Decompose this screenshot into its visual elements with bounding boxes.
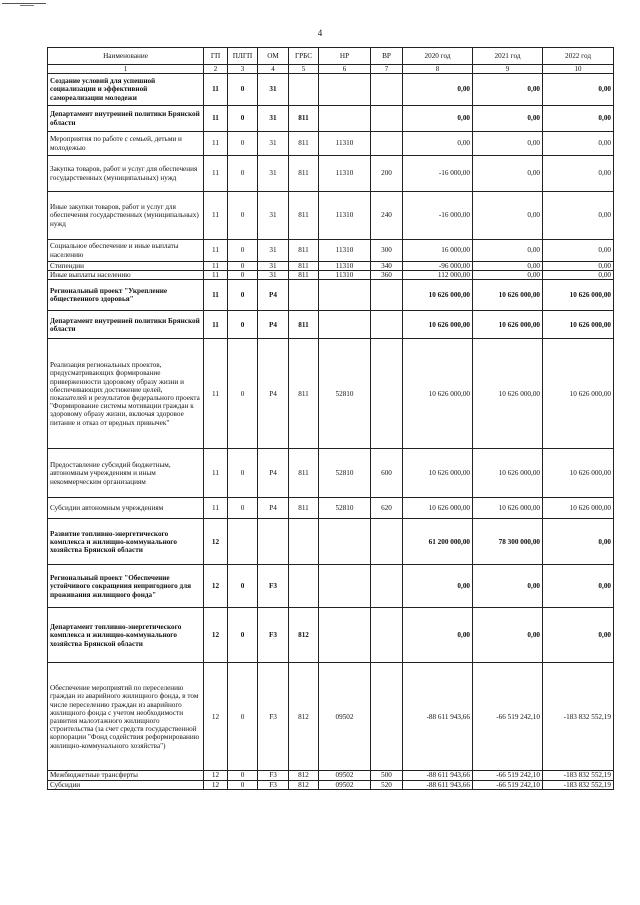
code-cell: 12 (204, 519, 228, 565)
table-row (48, 74, 614, 106)
code-cell: 11 (204, 339, 228, 449)
code-cell: Р4 (258, 280, 289, 311)
code-cell: 31 (258, 74, 289, 106)
code-cell: 0 (228, 280, 258, 311)
code-cell: 500 (371, 771, 403, 780)
code-cell (289, 74, 319, 106)
code-cell: 520 (371, 780, 403, 789)
column-number: 9 (473, 65, 543, 74)
amount-cell: -88 611 943,66 (403, 663, 473, 771)
column-header: ВР (371, 48, 403, 65)
code-cell: 11 (204, 74, 228, 106)
amount-cell: 0,00 (473, 608, 543, 663)
amount-cell: 0,00 (543, 74, 614, 106)
amount-cell: 0,00 (543, 192, 614, 240)
amount-cell: 0,00 (473, 192, 543, 240)
code-cell (228, 519, 258, 565)
amount-cell: 0,00 (473, 106, 543, 132)
code-cell: 11310 (319, 240, 371, 262)
column-header: 2020 год (403, 48, 473, 65)
amount-cell: 10 626 000,00 (473, 280, 543, 311)
code-cell (371, 519, 403, 565)
amount-cell: 0,00 (543, 519, 614, 565)
top-rule-short (20, 5, 34, 6)
code-cell (258, 519, 289, 565)
code-cell: 811 (289, 449, 319, 498)
code-cell: 52810 (319, 339, 371, 449)
table-row (48, 311, 614, 339)
row-name-cell: Иные выплаты населению (48, 271, 204, 280)
amount-cell: 0,00 (473, 156, 543, 192)
code-cell: 811 (289, 339, 319, 449)
code-cell: 0 (228, 780, 258, 789)
code-cell: 811 (289, 156, 319, 192)
code-cell: 0 (228, 771, 258, 780)
column-number: 10 (543, 65, 614, 74)
code-cell: 11310 (319, 192, 371, 240)
code-cell: 0 (228, 271, 258, 280)
amount-cell: 0,00 (543, 262, 614, 271)
amount-cell: 0,00 (543, 608, 614, 663)
code-cell: 0 (228, 565, 258, 608)
amount-cell: -88 611 943,66 (403, 780, 473, 789)
amount-cell: 0,00 (473, 262, 543, 271)
code-cell: 52810 (319, 498, 371, 519)
column-header: 2022 год (543, 48, 614, 65)
amount-cell: 0,00 (403, 106, 473, 132)
column-number: 4 (258, 65, 289, 74)
code-cell: 12 (204, 608, 228, 663)
code-cell: 11 (204, 311, 228, 339)
column-header: ГП (204, 48, 228, 65)
code-cell: 812 (289, 780, 319, 789)
code-cell: 340 (371, 262, 403, 271)
amount-cell: 0,00 (403, 132, 473, 156)
code-cell: 31 (258, 156, 289, 192)
row-name-cell: Развитие топливно-энергетического комплекса и жилищно-коммунального хозяйства Брянской области (48, 519, 204, 565)
table-row (48, 608, 614, 663)
code-cell: 11 (204, 449, 228, 498)
code-cell: 31 (258, 132, 289, 156)
column-header: 2021 год (473, 48, 543, 65)
amount-cell: -16 000,00 (403, 192, 473, 240)
amount-cell: -183 832 552,19 (543, 780, 614, 789)
row-name-cell: Субсидии (48, 780, 204, 789)
code-cell (371, 663, 403, 771)
column-header: ПЛГП (228, 48, 258, 65)
column-number: 6 (319, 65, 371, 74)
code-cell: 09502 (319, 780, 371, 789)
row-name-cell: Мероприятия по работе с семьей, детьми и молодежью (48, 132, 204, 156)
code-cell: 31 (258, 106, 289, 132)
row-name-cell: Департамент внутренней политики Брянской области (48, 311, 204, 339)
code-cell (319, 608, 371, 663)
row-name-cell: Региональный проект "Укрепление общественного здоровья" (48, 280, 204, 311)
code-cell: 31 (258, 262, 289, 271)
code-cell: 11 (204, 280, 228, 311)
code-cell (289, 565, 319, 608)
code-cell: 240 (371, 192, 403, 240)
amount-cell: -96 000,00 (403, 262, 473, 271)
code-cell (371, 608, 403, 663)
column-number: 7 (371, 65, 403, 74)
row-name-cell: Департамент внутренней политики Брянской области (48, 106, 204, 132)
code-cell: Р4 (258, 449, 289, 498)
code-cell: 300 (371, 240, 403, 262)
amount-cell: -183 832 552,19 (543, 663, 614, 771)
column-number: 1 (48, 65, 204, 74)
amount-cell: 0,00 (473, 240, 543, 262)
column-header: Наименование (48, 48, 204, 65)
column-header: ГРБС (289, 48, 319, 65)
code-cell: 11 (204, 106, 228, 132)
table-row (48, 106, 614, 132)
code-cell (371, 339, 403, 449)
code-cell: 11 (204, 262, 228, 271)
amount-cell: 0,00 (543, 271, 614, 280)
amount-cell: 0,00 (543, 565, 614, 608)
amount-cell: 0,00 (473, 565, 543, 608)
code-cell (371, 106, 403, 132)
table-row (48, 663, 614, 771)
code-cell: 0 (228, 449, 258, 498)
code-cell (319, 519, 371, 565)
amount-cell: 10 626 000,00 (403, 339, 473, 449)
column-number-row (48, 65, 614, 74)
amount-cell: 78 300 000,00 (473, 519, 543, 565)
code-cell: 11 (204, 498, 228, 519)
amount-cell: 10 626 000,00 (543, 498, 614, 519)
table-row (48, 771, 614, 780)
code-cell: Р4 (258, 339, 289, 449)
row-name-cell: Закупка товаров, работ и услуг для обеспечения государственных (муниципальных) нужд (48, 156, 204, 192)
amount-cell: 10 626 000,00 (543, 449, 614, 498)
code-cell: 600 (371, 449, 403, 498)
code-cell: 0 (228, 339, 258, 449)
amount-cell: 0,00 (543, 132, 614, 156)
amount-cell: 10 626 000,00 (543, 311, 614, 339)
amount-cell: 10 626 000,00 (473, 498, 543, 519)
row-name-cell: Иные закупки товаров, работ и услуг для обеспечения государственных (муниципальных) нужд (48, 192, 204, 240)
column-number: 3 (228, 65, 258, 74)
amount-cell: 0,00 (473, 74, 543, 106)
amount-cell: 10 626 000,00 (403, 311, 473, 339)
code-cell: 360 (371, 271, 403, 280)
code-cell: F3 (258, 608, 289, 663)
column-number: 2 (204, 65, 228, 74)
column-number: 8 (403, 65, 473, 74)
code-cell: 31 (258, 271, 289, 280)
code-cell: 0 (228, 240, 258, 262)
code-cell (371, 132, 403, 156)
code-cell: 811 (289, 192, 319, 240)
amount-cell: -183 832 552,19 (543, 771, 614, 780)
code-cell (371, 74, 403, 106)
table-header-row (48, 48, 614, 65)
code-cell (371, 311, 403, 339)
column-header: НР (319, 48, 371, 65)
code-cell: 0 (228, 132, 258, 156)
amount-cell: -88 611 943,66 (403, 771, 473, 780)
table-row (48, 262, 614, 271)
amount-cell: 10 626 000,00 (403, 280, 473, 311)
table-row (48, 240, 614, 262)
amount-cell: 10 626 000,00 (473, 311, 543, 339)
table-row (48, 519, 614, 565)
code-cell: 12 (204, 771, 228, 780)
row-name-cell: Субсидии автономным учреждениям (48, 498, 204, 519)
code-cell: 12 (204, 663, 228, 771)
row-name-cell: Региональный проект "Обеспечение устойчивого сокращения непригодного для проживания жилищного фонда" (48, 565, 204, 608)
code-cell: 11 (204, 132, 228, 156)
amount-cell: 0,00 (403, 608, 473, 663)
code-cell: 11 (204, 192, 228, 240)
code-cell: 11 (204, 156, 228, 192)
code-cell: 0 (228, 498, 258, 519)
table-row (48, 280, 614, 311)
amount-cell: 10 626 000,00 (403, 498, 473, 519)
amount-cell: 0,00 (473, 132, 543, 156)
amount-cell: 10 626 000,00 (403, 449, 473, 498)
code-cell: 812 (289, 771, 319, 780)
code-cell: 09502 (319, 771, 371, 780)
amount-cell: -66 519 242,10 (473, 780, 543, 789)
code-cell: 12 (204, 780, 228, 789)
code-cell: 11 (204, 240, 228, 262)
top-rule (2, 3, 46, 4)
code-cell: 811 (289, 498, 319, 519)
table-row (48, 192, 614, 240)
table-row (48, 780, 614, 789)
amount-cell: 10 626 000,00 (473, 449, 543, 498)
code-cell (319, 74, 371, 106)
code-cell (371, 280, 403, 311)
code-cell: 200 (371, 156, 403, 192)
column-header: ОМ (258, 48, 289, 65)
code-cell: 811 (289, 271, 319, 280)
amount-cell: 16 000,00 (403, 240, 473, 262)
amount-cell: 0,00 (403, 565, 473, 608)
amount-cell: 0,00 (403, 74, 473, 106)
code-cell: 811 (289, 240, 319, 262)
page-number: 4 (317, 28, 323, 38)
code-cell: Р4 (258, 311, 289, 339)
code-cell: 0 (228, 74, 258, 106)
row-name-cell: Реализация региональных проектов, предусматривающих формирование приверженности здоровому образу жизни и обеспечивающих достижение целей, показателей и результатов федерального проекта "Формирование системы мотивации граждан к здоровому образу жизни, включая здоровое питание и отказ от вредных привычек" (48, 339, 204, 449)
amount-cell: 112 000,00 (403, 271, 473, 280)
code-cell (289, 519, 319, 565)
code-cell: 11 (204, 271, 228, 280)
code-cell: 0 (228, 663, 258, 771)
code-cell: 52810 (319, 449, 371, 498)
column-number: 5 (289, 65, 319, 74)
code-cell: F3 (258, 565, 289, 608)
code-cell: F3 (258, 771, 289, 780)
table-body (48, 74, 614, 790)
code-cell: 0 (228, 311, 258, 339)
row-name-cell: Создание условий для успешной социализации и эффективной самореализации молодежи (48, 74, 204, 106)
code-cell: 812 (289, 663, 319, 771)
table-row (48, 132, 614, 156)
amount-cell: 0,00 (543, 106, 614, 132)
code-cell: 0 (228, 608, 258, 663)
row-name-cell: Стипендии (48, 262, 204, 271)
code-cell: 0 (228, 106, 258, 132)
row-name-cell: Департамент топливно-энергетического комплекса и жилищно-коммунального хозяйства Брянской области (48, 608, 204, 663)
amount-cell: 10 626 000,00 (543, 339, 614, 449)
code-cell: 811 (289, 262, 319, 271)
code-cell: 811 (289, 311, 319, 339)
code-cell (319, 106, 371, 132)
table-row (48, 156, 614, 192)
table-row (48, 449, 614, 498)
row-name-cell: Межбюджетные трансферты (48, 771, 204, 780)
table-row (48, 271, 614, 280)
code-cell: F3 (258, 663, 289, 771)
code-cell: 31 (258, 192, 289, 240)
code-cell (289, 280, 319, 311)
amount-cell: -16 000,00 (403, 156, 473, 192)
code-cell: 31 (258, 240, 289, 262)
code-cell: 620 (371, 498, 403, 519)
amount-cell: 61 200 000,00 (403, 519, 473, 565)
amount-cell: 0,00 (543, 240, 614, 262)
code-cell: 812 (289, 608, 319, 663)
row-name-cell: Обеспечение мероприятий по переселению граждан из аварийного жилищного фонда, в том числе переселению граждан из аварийного жилищного фонда с учетом необходимости развития малоэтажного жилищного строительства (за счет средств государственной корпорации "Фонд содействия реформированию жилищно-коммунального хозяйства") (48, 663, 204, 771)
amount-cell: 10 626 000,00 (473, 339, 543, 449)
code-cell: 811 (289, 106, 319, 132)
table-row (48, 565, 614, 608)
code-cell (371, 565, 403, 608)
code-cell: 11310 (319, 132, 371, 156)
code-cell: 11310 (319, 262, 371, 271)
code-cell (319, 311, 371, 339)
amount-cell: 10 626 000,00 (543, 280, 614, 311)
amount-cell: 0,00 (543, 156, 614, 192)
budget-table (47, 47, 614, 790)
code-cell: 09502 (319, 663, 371, 771)
code-cell: Р4 (258, 498, 289, 519)
table-row (48, 498, 614, 519)
amount-cell: 0,00 (473, 271, 543, 280)
table-row (48, 339, 614, 449)
code-cell (319, 565, 371, 608)
code-cell: 11310 (319, 271, 371, 280)
code-cell: 0 (228, 156, 258, 192)
code-cell: 11310 (319, 156, 371, 192)
code-cell: 811 (289, 132, 319, 156)
row-name-cell: Социальное обеспечение и иные выплаты населению (48, 240, 204, 262)
code-cell (319, 280, 371, 311)
amount-cell: -66 519 242,10 (473, 663, 543, 771)
code-cell: F3 (258, 780, 289, 789)
row-name-cell: Предоставление субсидий бюджетным, автономным учреждениям и иным некоммерческим организациям (48, 449, 204, 498)
code-cell: 12 (204, 565, 228, 608)
amount-cell: -66 519 242,10 (473, 771, 543, 780)
code-cell: 0 (228, 192, 258, 240)
code-cell: 0 (228, 262, 258, 271)
